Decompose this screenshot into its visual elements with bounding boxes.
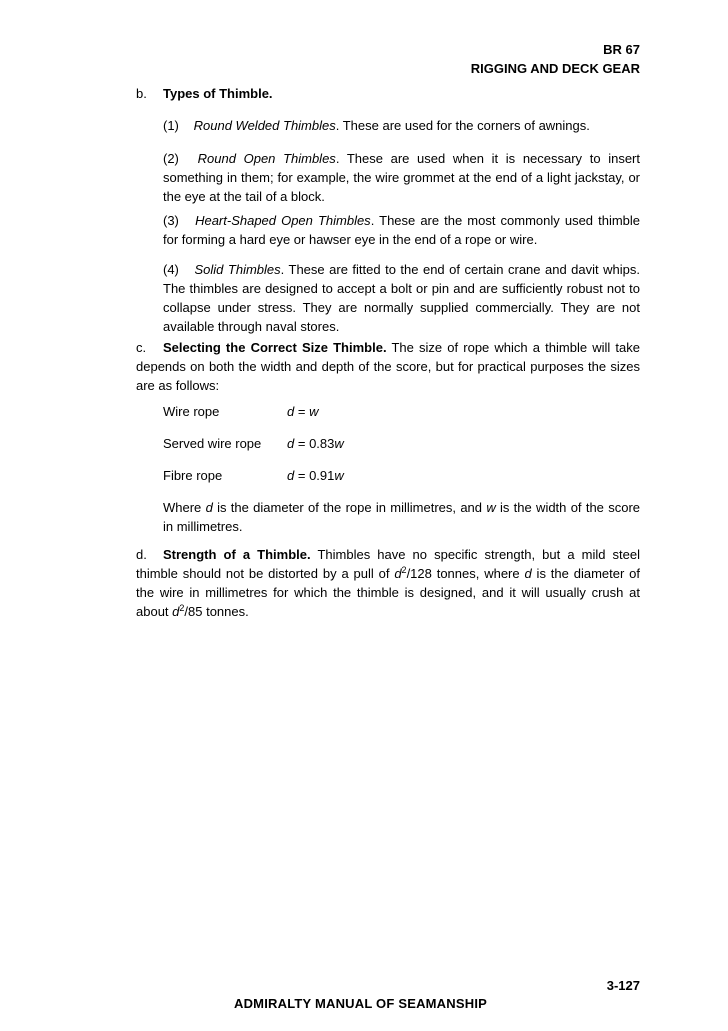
- formula: [287, 466, 344, 485]
- item-title: Round Welded Thimbles: [193, 118, 336, 133]
- item-text: . These are used for the corners of awnings.: [335, 118, 590, 133]
- section-b-title: Types of Thimble.: [163, 86, 273, 101]
- formula-coef: 0.91: [309, 468, 335, 483]
- section-d-title: Strength of a Thimble.: [163, 547, 311, 562]
- section-c-text: The size of rope which a thimble will take depends on both the width and depth of the score, but for practical purposes the sizes are as follows:: [136, 340, 640, 393]
- formula-lhs: d: [287, 404, 295, 419]
- thimble-type-4: [163, 260, 640, 336]
- item-title: Round Open Thimbles: [197, 151, 336, 166]
- formula: [287, 434, 344, 453]
- where-text: Where: [163, 500, 206, 515]
- thimble-type-2: [163, 149, 640, 206]
- rope-type: Wire rope: [163, 404, 220, 419]
- formula-definition: [163, 498, 644, 536]
- section-d-text: Thimbles have no specific strength, but a mild steel thimble should not be distorted by a pull of: [136, 547, 640, 581]
- rope-type: Served wire rope: [163, 436, 262, 451]
- superscript: 2: [179, 603, 185, 613]
- section-d-label: d.: [136, 547, 147, 562]
- item-number: (2): [163, 151, 179, 166]
- item-title: Heart-Shaped Open Thimbles: [195, 213, 371, 228]
- formula-op: =: [294, 468, 310, 483]
- section-c-paragraph: [136, 338, 640, 395]
- section-d-paragraph: [136, 545, 640, 621]
- section-b-label: b.: [136, 86, 147, 101]
- section-c-label: c.: [136, 340, 147, 355]
- section-c-title: Selecting the Correct Size Thimble.: [163, 340, 387, 355]
- var-d: d: [524, 566, 532, 581]
- formula-coef: 0.83: [309, 436, 335, 451]
- formula-var: w: [334, 436, 344, 451]
- where-text: is the diameter of the rope in millimetres, and: [212, 500, 487, 515]
- section-b-heading: [136, 84, 640, 103]
- rope-type: Fibre rope: [163, 468, 223, 483]
- formula: [287, 402, 318, 421]
- header-doc-id: BR 67: [603, 42, 640, 57]
- where-text: is the width of the score in millimetres.: [163, 500, 644, 534]
- var-w: w: [486, 500, 496, 515]
- manual-title: ADMIRALTY MANUAL OF SEAMANSHIP: [234, 996, 487, 1011]
- item-number: (1): [163, 118, 179, 133]
- formula-var: w: [334, 468, 344, 483]
- var-d: d: [394, 566, 402, 581]
- formula-lhs: d: [287, 436, 295, 451]
- formula-op: =: [294, 404, 310, 419]
- item-title: Solid Thimbles: [194, 262, 281, 277]
- formula-lhs: d: [287, 468, 295, 483]
- item-text: . These are fitted to the end of certain crane and davit whips. The thimbles are designed to accept a bolt or pin and are sufficiently robust not to collapse under stress. They are normally supplied commercially. They are not available through naval stores.: [163, 262, 640, 334]
- var-d: d: [172, 604, 180, 619]
- thimble-type-1: [163, 116, 640, 135]
- item-number: (4): [163, 262, 179, 277]
- item-text: . These are used when it is necessary to insert something in them; for example, the wire grommet at the end of a light jackstay, or the eye at the tail of a block.: [163, 151, 640, 204]
- section-d-text: /85 tonnes.: [184, 604, 249, 619]
- item-number: (3): [163, 213, 179, 228]
- section-d-text: /128 tonnes, where: [406, 566, 525, 581]
- page-number: 3-127: [606, 978, 640, 993]
- section-d-text: is the diameter of the wire in millimetres for which the thimble is designed, and it will usually crush at about: [136, 566, 640, 619]
- superscript: 2: [401, 565, 407, 575]
- thimble-type-3: [163, 211, 640, 249]
- formula-var: w: [309, 404, 319, 419]
- header-chapter-title: RIGGING AND DECK GEAR: [470, 61, 640, 76]
- item-text: . These are the most commonly used thimble for forming a hard eye or hawser eye in the end of a rope or wire.: [163, 213, 641, 247]
- var-d: d: [205, 500, 213, 515]
- formula-op: =: [294, 436, 310, 451]
